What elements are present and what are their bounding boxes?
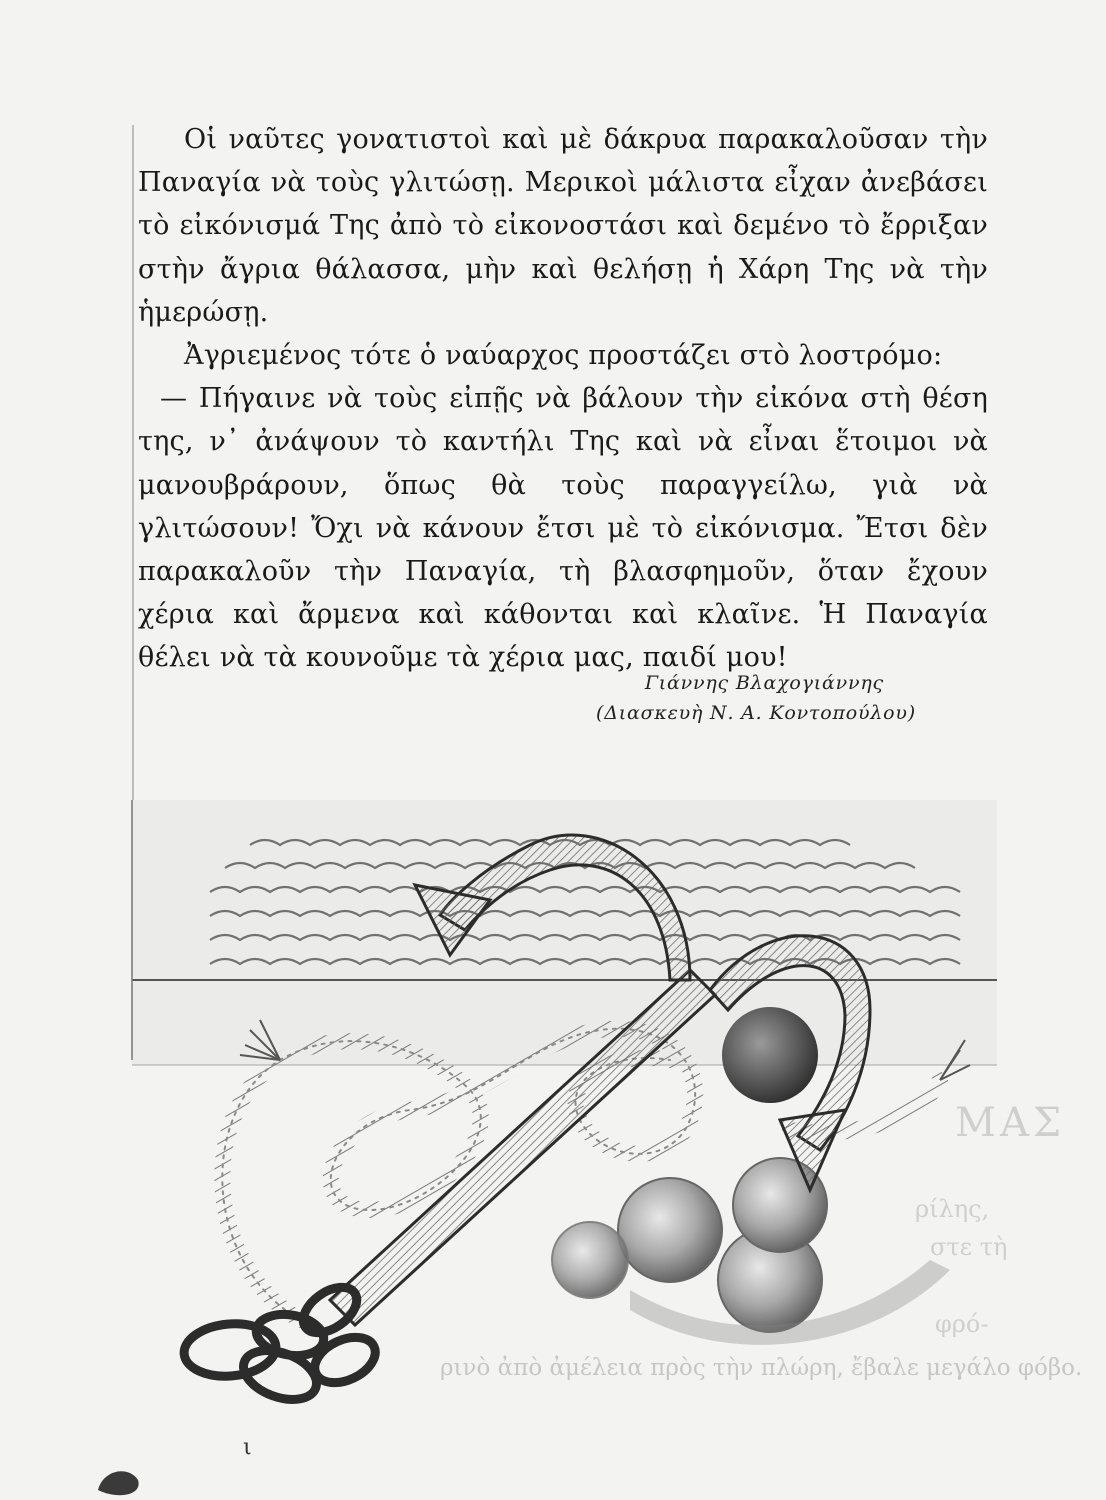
float-ball [722,1007,818,1103]
ink-smudge [88,1460,148,1500]
float-ball [618,1178,722,1282]
author-signature: Γιάννης Βλαχογιάννης [644,672,884,694]
float-ball [552,1222,628,1298]
bleed-through-line: φρό- [935,1310,989,1338]
paragraph: Ἀγριεμένος τότε ὁ ναύαρχος προστάζει στὸ λοστρόμο: [184,340,943,372]
dialogue-paragraph: — Πήγαινε νὰ τοὺς εἰπῇς νὰ βάλουν τὴν εἰκόνα στὴ θέση της, ν᾽ ἀνάψουν τὸ καντήλι Της καὶ νὰ εἶναι ἕτοιμοι νὰ μανουβράρουν, ὅπως θὰ τοὺς παραγγείλω, γιὰ νὰ γλιτώσουν! Ὄχι νὰ κάνουν ἔτσι μὲ τὸ εἰκόνισμα. Ἔτσι δὲν παρακαλοῦν τὴν Παναγία, τὴ βλασφημοῦν, ὅταν ἔχουν χέρια καὶ ἄρμενα καὶ κάθονται καὶ κλαῖνε. Ἡ Παναγία θέλει νὰ τὰ κουνοῦμε τὰ χέρια μας, παιδί μου! [138,383,988,674]
anchor-illustration [130,790,1000,1430]
paragraph: Οἱ ναῦτες γονατιστοὶ καὶ μὲ δάκρυα παρακαλοῦσαν τὴν Παναγία νὰ τοὺς γλιτώσῃ. Μερικοὶ μάλιστα εἶχαν ἀνεβάσει τὸ εἰκόνισμά Της ἀπὸ τὸ εἰκονοστάσι καὶ δεμένο τὸ ἔρριξαν στὴν ἄγρια θάλασσα, μὴν καὶ θελήσῃ ἡ Χάρη Της νὰ τὴν ἡμερώσῃ. [138,124,988,328]
editor-credit: (Διασκευὴ Ν. Α. Κοντοπούλου) [596,702,916,724]
bleed-through-line: στε τὴ [930,1233,1008,1261]
bleed-through-line: ρινὸ ἀπὸ ἀμέλεια πρὸς τὴν πλώρη, ἔβαλε μεγάλο φόβο. [440,1355,1083,1381]
bleed-through-line: ρίλης, [915,1195,990,1223]
bleed-through-heading: ΜΑΣ [955,1100,1066,1146]
story-text [138,118,988,680]
page-mark: ι [243,1435,252,1460]
